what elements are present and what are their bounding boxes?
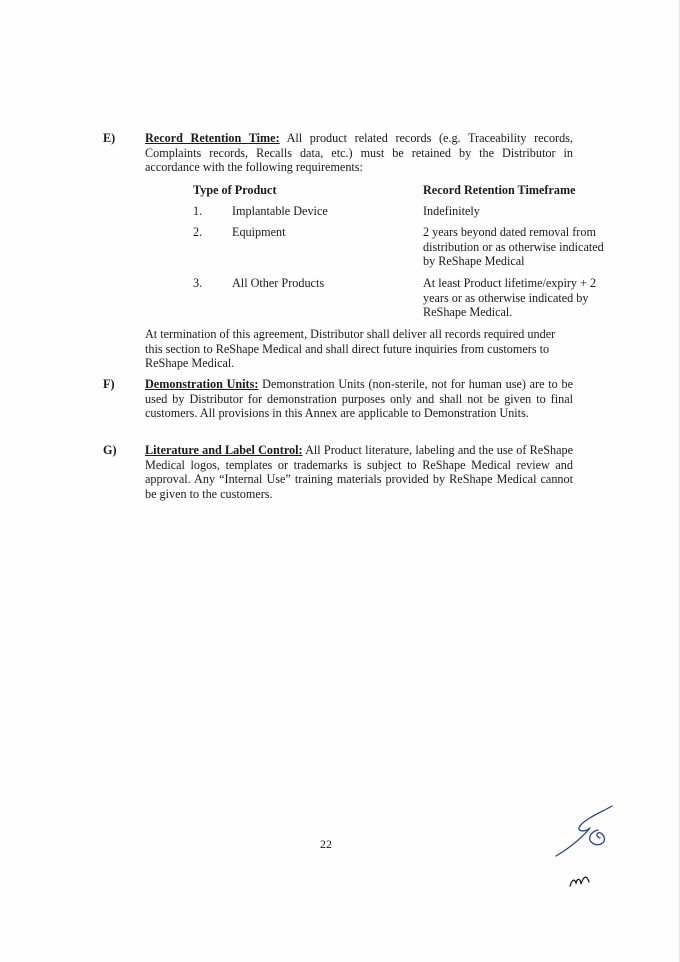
section-letter: F) — [103, 377, 115, 391]
row-product: All Other Products — [232, 276, 325, 290]
header-type-of-product: Type of Product — [193, 183, 277, 197]
row-number: 1. — [193, 204, 203, 218]
row-number: 3. — [193, 276, 203, 290]
section-text: All product related records (e.g. Traceability records, Complaints records, Recalls data, etc.) must be retained by the Distributor in accordance with the following requirements: — [145, 131, 573, 175]
handwritten-initials-small — [568, 870, 594, 888]
section-body — [145, 443, 573, 501]
section-text: Demonstration Units (non-sterile, not for human use) are to be used by Distributor for demonstration purposes only and shall not be given to final customers. All provisions in this Annex are applicable to Demonstration Units. — [145, 377, 573, 421]
initials-stroke — [570, 877, 589, 886]
row-product: Equipment — [232, 225, 286, 239]
retention-table — [193, 183, 613, 320]
row-product: Implantable Device — [232, 204, 328, 218]
page-number: 22 — [320, 837, 332, 851]
section-g — [103, 443, 573, 501]
section-letter: E) — [103, 131, 116, 145]
row-timeframe: Indefinitely — [423, 204, 480, 218]
section-letter: G) — [103, 443, 117, 457]
section-text: All Product literature, labeling and the use of ReShape Medical logos, templates or trademarks is subject to ReShape Medical review and approval. Any “Internal Use” training materials provided by ReShape Medical cannot be given to the customers. — [145, 443, 574, 501]
termination-paragraph: At termination of this agreement, Distributor shall deliver all records required under this section to ReShape Medical and shall direct future inquiries from customers to ReShape Medical. — [145, 327, 556, 371]
section-body — [145, 377, 573, 421]
handwritten-initials-signature — [550, 800, 620, 862]
section-heading: Literature and Label Control: — [145, 443, 303, 457]
section-body — [145, 131, 573, 175]
section-e — [103, 131, 573, 175]
section-heading: Record Retention Time: — [145, 131, 280, 145]
row-timeframe: At least Product lifetime/expiry + 2 years or as otherwise indicated by ReShape Medical. — [423, 276, 597, 320]
section-heading: Demonstration Units: — [145, 377, 259, 391]
table-header — [193, 183, 613, 203]
section-f — [103, 377, 573, 421]
row-number: 2. — [193, 225, 203, 239]
initials-stroke — [556, 806, 612, 856]
row-timeframe: 2 years beyond dated removal from distribution or as otherwise indicated by ReShape Medical — [423, 225, 604, 269]
header-retention-timeframe: Record Retention Timeframe — [423, 183, 576, 197]
initials-stroke — [590, 830, 605, 845]
